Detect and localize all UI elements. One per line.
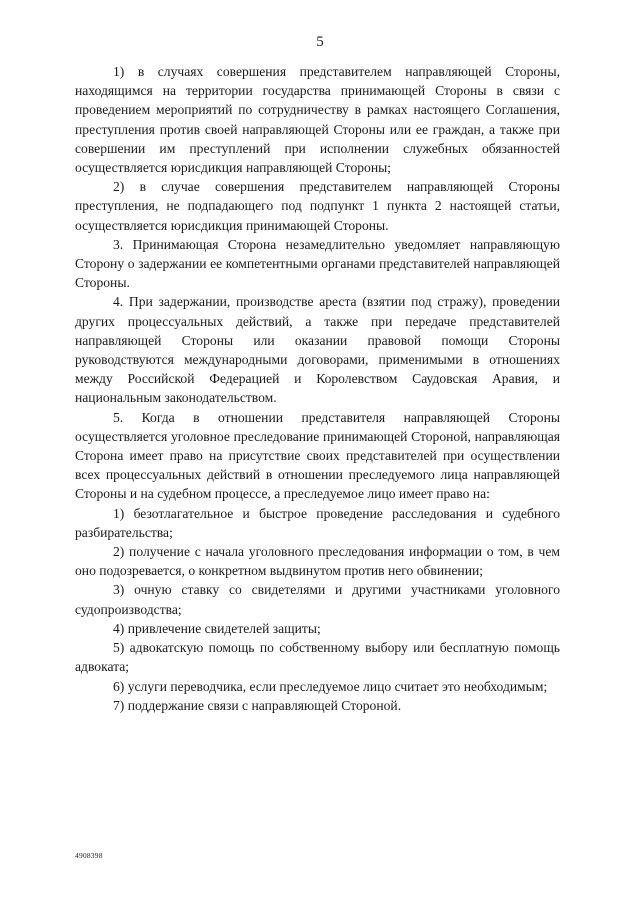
right-item-2: 2) получение с начала уголовного преследования информации о том, в чем оно подозревается, о конкретном выдвинутом против него обвинении;: [75, 544, 560, 579]
paragraph-subitem-2-jurisdiction-receiving: 2) в случае совершения представителем направляющей Стороны преступления, не подпадающего под подпункт 1 пункта 2 настоящей статьи, осуществляется юрисдикция принимающей Стороны.: [75, 179, 560, 233]
paragraph-subitem-1-jurisdiction-sending: 1) в случаях совершения представителем направляющей Стороны, находящимся на территории государства принимающей Стороны в связи с проведением мероприятий по сотрудничеству в рамках настоящего Соглашения, преступления против своей направляющей Стороны или ее граждан, а также при совершении им преступлений при исполнении служебных обязанностей осуществляется юрисдикция направляющей Стороны;: [75, 64, 560, 176]
right-item-7: 7) поддержание связи с направляющей Стороной.: [113, 697, 402, 713]
right-item-3: 3) очную ставку со свидетелями и другими участниками уголовного судопроизводства;: [75, 582, 560, 617]
paragraph-5-criminal-prosecution: 5. Когда в отношении представителя направляющей Стороны осуществляется уголовное преследование принимающей Стороной, направляющая Сторона имеет право на присутствие своих представителей при осуществлении всех процессуальных действий в отношении преследуемого лица направляющей Стороны и на судебном процессе, а преследуемое лицо имеет право на:: [75, 409, 560, 502]
right-item-4: 4) привлечение свидетелей защиты;: [113, 620, 321, 636]
paragraph-4-detention-procedures: 4. При задержании, производстве ареста (взятии под стражу), проведении других процессуальных действий, а также при передаче представителей направляющей Стороны или оказании правовой помощи Стороны руководствуются международными договорами, применимыми в отношениях между Российской Федерацией и Королевством Саудовская Аравия, и национальным законодательством.: [75, 294, 560, 406]
right-item-5: 5) адвокатскую помощь по собственному выбору или бесплатную помощь адвоката;: [75, 640, 560, 675]
document-body: [75, 62, 560, 715]
right-item-1: 1) безотлагательное и быстрое проведение расследования и судебного разбирательства;: [75, 505, 560, 540]
paragraph-3-detention-notice: 3. Принимающая Сторона незамедлительно уведомляет направляющую Сторону о задержании ее компетентными органами представителей направляющей Стороны.: [75, 236, 560, 291]
page-number: 5: [316, 34, 324, 50]
right-item-6: 6) услуги переводчика, если преследуемое лицо считает это необходимым;: [113, 678, 548, 694]
document-code: 4908398: [75, 851, 103, 860]
